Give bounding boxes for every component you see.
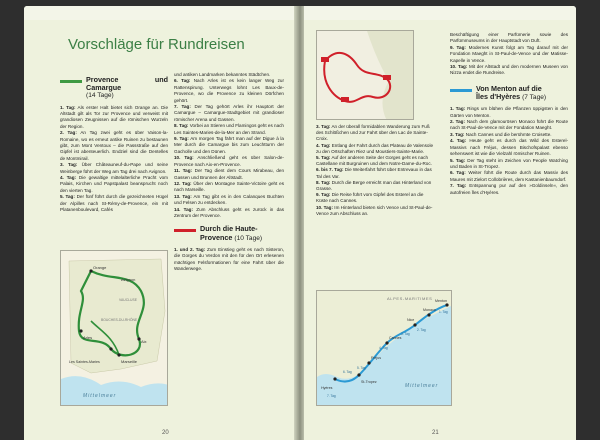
- left-column-2: [174, 72, 284, 272]
- map-label: BOUCHES-DU-RHÔNE: [101, 318, 138, 322]
- section-heading: Durch die Haute-: [200, 224, 258, 234]
- right-page: [304, 6, 576, 440]
- paragraph: und antiken Landmarken bekanntes Städtchen.: [174, 72, 271, 77]
- page-title: Vorschläge für Rundreisen: [68, 36, 245, 53]
- left-column-1: [60, 72, 168, 214]
- paragraph: 6. bis 7. Tag: Die Weiterfahrt führt über Entrevaux in das Tal des Var.: [316, 167, 432, 179]
- day-label: 5. Tag:: [60, 194, 75, 200]
- paragraph: 5. Tag: Der fünf führt durch die gezeichneten Hügel der Alpilles nach St-Rémy-de-Provence, ein mit Platanenboulevard, Cafés: [60, 194, 168, 213]
- day-label: 5. Tag:: [316, 155, 331, 161]
- day-label: 3. Tag:: [316, 124, 331, 129]
- day-label: 1. Tag:: [450, 106, 466, 112]
- paragraph: 6. Tag: Weiter führt die Route durch das Massiv des Maures mit Zielort Collobrières, dem Kastanienbaumdorf.: [450, 170, 568, 182]
- day-label: 11. Tag:: [174, 168, 193, 174]
- cote-route-map: [316, 290, 452, 406]
- map-drawing: [317, 31, 414, 120]
- paragraph: 7. Tag: Der Tag gehört Arles ihr Hauptort der Camargue – Camargue-Stadtgebiet mit grandioser römischer Arena und Gassen.: [174, 104, 284, 122]
- left-page: [24, 6, 296, 440]
- day-label: 3. Tag:: [450, 131, 465, 137]
- day-label: 10. Tag:: [316, 204, 334, 210]
- map-sea-label: Mittelmeer: [405, 383, 439, 389]
- day-label: 8. Tag:: [174, 123, 189, 129]
- paragraph: 12. Tag: Über den Montagne Sainte-Victoire geht es nach Marseille.: [174, 180, 284, 193]
- map-label: Menton: [435, 299, 447, 303]
- paragraph: 14. Tag: Zum Abschluss geht es zurück in das Zentrum der Provence.: [174, 206, 284, 218]
- paragraph: 2. Tag: An Tag zwei geht es über Vaison-la-Romaine, wo es erneut antike Ruinen zu bestaunen gibt, zum Mont Ventoux – die Passstraße auf den Gipfel ist abenteuerlich. Endziel sind die Dentelles de Montmirail.: [60, 130, 168, 161]
- map-label: Monaco: [423, 308, 436, 312]
- section-green-bar: [60, 80, 82, 83]
- page-number: 20: [162, 430, 169, 436]
- paragraph: 3. Tag: An der überall formidablen Wanderung zum Fuß des Schlößchen und zur Fahrt über den Lac de Sainte-Croix.: [316, 124, 430, 142]
- haute-provence-days: [316, 124, 434, 217]
- map-drawing: [61, 251, 168, 406]
- day-label: 14. Tag:: [174, 206, 193, 212]
- day-label: 6. bis 7. Tag:: [316, 167, 344, 173]
- section-red-bar: [174, 229, 196, 232]
- map-day-label: 3. Tag: [401, 332, 410, 336]
- day-label: 9. Tag:: [174, 136, 189, 142]
- map-sea-label: Mittelmeer: [83, 393, 117, 399]
- paragraph: 1. und 2. Tag: Zum Einstieg geht es nach Sisteron, die Gorges du Verdon mit den für den Ort erlesenen mächtigen Felsformationen für eine Fahrt über die Wanderwege.: [174, 246, 284, 271]
- paragraph: 10. Tag: Anschließend geht es über Salon-de-Provence nach Aix-en-Provence.: [174, 155, 284, 167]
- map-label: Orange: [93, 265, 107, 270]
- left-route-map: [60, 250, 168, 406]
- paragraph: 9. Tag: Die Reise führt vom Gipfel des Esterel an die Küste nach Cannes.: [316, 192, 424, 204]
- paragraph: 6. Tag: Nach Arles ist es kein langer Weg zur Rattenspirung. Unterwegs lohnt Les Baux-de-Provence, wo die Provence zu kleinen Dörfchen gehört.: [174, 78, 284, 103]
- right-column: [450, 32, 568, 196]
- section-subheading: (7 Tage): [522, 94, 547, 102]
- paragraph: 9. Tag: Am morgen Tag fährt man auf der Digue à la Mer durch die Camargue bis zum Leuchtturm der Gacholle und den Dünen.: [174, 136, 284, 154]
- map-day-label: 5. Tag: [357, 366, 366, 370]
- section-blue-bar: [450, 89, 472, 92]
- page-header-strip: [304, 6, 576, 20]
- section-menton-hyeres: [450, 85, 568, 102]
- day-label: 6. Tag:: [174, 78, 191, 84]
- paragraph: 7. Tag: Entspannung pur auf den »Goldinseln«, den autofreien Îles d'Hyères.: [450, 183, 568, 195]
- section-provence-camargue: [60, 76, 168, 101]
- paragraph: 10. Tag: Im Hinterland bieten sich Vence und St-Paul-de-Vence zum Abschluss an.: [316, 204, 433, 216]
- section-heading-line2: [200, 234, 262, 243]
- map-label: Cannes: [389, 336, 402, 340]
- map-label: Hyères: [321, 386, 333, 390]
- map-day-label: 1. Tag: [439, 310, 448, 314]
- day-label: 5. Tag:: [450, 157, 466, 163]
- paragraph: 9. Tag: Modernes Kunst folgt am Tag darauf mit der Fondation Maeght in St-Paul-de-Vence und der Matisse-Kapelle in Vence.: [450, 44, 568, 63]
- day-label: 3. Tag:: [60, 162, 78, 168]
- day-label: 13. Tag:: [174, 193, 192, 199]
- day-label: 7. Tag:: [450, 183, 467, 189]
- section-heading: Provence und Camargue: [86, 75, 168, 93]
- map-day-label: 2. Tag: [417, 328, 426, 332]
- section-haute-provence: [174, 225, 284, 242]
- paragraph: 3. Tag: Nach Cannes und die berühmte Croisette.: [450, 131, 552, 137]
- day-label: 9. Tag:: [450, 44, 466, 50]
- paragraph: 4. Tag: Die gewaltige mittelalterliche Pracht vom Palais, Kirchen und Papstpalast beansprucht noch den vierten Tag.: [60, 175, 169, 193]
- map-label: VAUCLUSE: [119, 298, 138, 302]
- page-header-strip: [24, 6, 296, 20]
- paragraph: 1. Tag: Als erster Halt bietet sich Orange an. Die Altstadt gilt als Tor zur Provence und verweist mit grandiosen Zeugnissen auf die römischen Wurzeln der Region.: [60, 104, 168, 129]
- paragraph: 3. Tag: Über Châteauneuf-du-Pape und seine Weinberge führt der Weg am Tag drei nach Avignon.: [60, 162, 168, 174]
- map-label: Marseille: [121, 359, 138, 364]
- map-label: St-Tropez: [361, 380, 377, 384]
- day-label: 4. Tag:: [60, 175, 77, 181]
- map-drawing: [317, 291, 452, 406]
- day-label: 12. Tag:: [174, 180, 192, 186]
- day-label: 4. Tag:: [450, 138, 467, 144]
- paragraph: 5. Tag: Der Tag steht im Zeichen von People Watching und Baden in St-Tropez.: [450, 157, 568, 169]
- map-day-label: 7. Tag: [327, 394, 336, 398]
- paragraph: 11. Tag: Der Tag dient dem Cours Mirabeau, den Gassen und Brunnen der Altstadt.: [174, 168, 285, 180]
- day-label: 10. Tag:: [174, 155, 194, 161]
- section-heading-part: Provence: [200, 232, 233, 242]
- day-label: 1. Tag:: [60, 104, 76, 110]
- haute-provence-map: [316, 30, 414, 120]
- section-heading-line2: [476, 93, 546, 102]
- day-label: 2. Tag:: [450, 119, 466, 125]
- map-day-label: 6. Tag: [343, 370, 352, 374]
- map-label: Avignon: [121, 277, 136, 282]
- day-label: 4. Tag:: [316, 142, 331, 148]
- paragraph: 5. Tag: Auf der anderen Seite der Gorges geht es nach Castellane mit Burgruinen und dem Notre-Dame-du-Roc.: [316, 155, 432, 167]
- paragraph: 10. Tag: Mit der Altstadt und den modernen Museen von Nizza endet die Rundreise.: [450, 64, 568, 76]
- section-heading: Von Menton auf die: [476, 83, 542, 93]
- map-label: Aix: [141, 339, 147, 344]
- book-spread: [24, 6, 576, 440]
- day-label: 7. Tag:: [174, 104, 191, 110]
- day-label: 8. Tag:: [316, 179, 331, 185]
- day-label: 6. Tag:: [450, 170, 466, 176]
- paragraph: 8. Tag: Durch die Berge erreicht man das Hinterland von Grasse.: [316, 179, 432, 192]
- day-label: 10. Tag:: [450, 64, 468, 70]
- map-label: Arles: [83, 335, 93, 340]
- section-subheading: (10 Tage): [234, 234, 263, 242]
- day-label: 1. und 2. Tag:: [174, 246, 206, 252]
- map-label: Les Saintes-Maries: [69, 360, 100, 364]
- paragraph: Beschäftigung einer Parfümerie sowie des Parfümmuseums in der Hauptstadt von Duft.: [450, 32, 568, 44]
- map-day-label: 4. Tag: [379, 346, 388, 350]
- day-label: 9. Tag:: [316, 192, 331, 198]
- map-label: Fréjus: [371, 356, 381, 360]
- paragraph: 2. Tag: Nach dem glamourösen Monaco führt die Route nach St-Paul-de-Vence mit der Fondation Maeght.: [450, 119, 569, 131]
- day-label: 2. Tag:: [60, 130, 77, 136]
- section-heading-part: Îles d'Hyères: [476, 92, 521, 102]
- map-region-label: ALPES-MARITIMES: [387, 296, 433, 301]
- paragraph: 13. Tag: Am Tag gibt es in den Calanques Buchten und Felsen zu entdecken.: [174, 193, 284, 206]
- section-subheading: (14 Tage): [86, 92, 114, 100]
- paragraph: 4. Tag: Entlang der Fahrt durch das Plateau de Valensole zu den Ortschaften Riez und Moustiers-Sainte-Marie.: [316, 142, 434, 154]
- map-label: Nice: [407, 318, 415, 322]
- paragraph: 1. Tag: Rings um blühen die Pflanzen üppigsten in den Gärten von Menton.: [450, 106, 568, 118]
- paragraph: 8. Tag: Vorbei an Stieren und Flamingos geht es nach Les Saintes-Maries-de-la-Mer an den Strand.: [174, 123, 284, 135]
- page-number: 21: [432, 430, 439, 436]
- paragraph: 4. Tag: Heute geht es durch das Wild des Esterel-Massivs nach Fréjus, dessen Bischofspalast ebenso sehenswert ist wie die Vielzahl römischer Ruinen.: [450, 138, 568, 157]
